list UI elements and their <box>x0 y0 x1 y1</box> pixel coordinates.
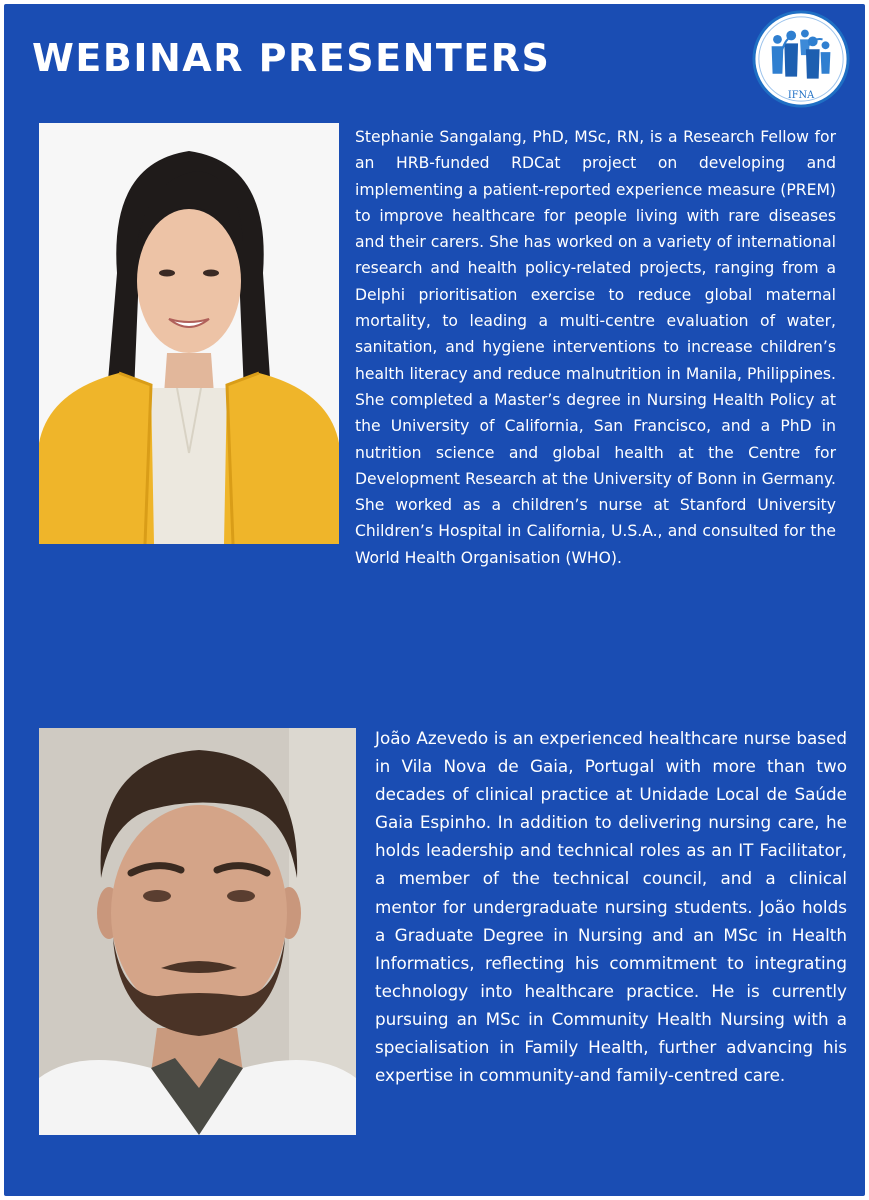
family-figures-logo-icon <box>752 10 850 108</box>
presenter-photo-icon <box>39 123 339 544</box>
presenter-bio-1: Stephanie Sangalang, PhD, MSc, RN, is a Research Fellow for an HRB-funded RDCat project on developing and implementing a patient-reported experience measure (PREM) to improve healthcare for people living with rare diseases and their carers. She has worked on a variety of international research and health policy-related projects, ranging from a Delphi prioritisation exercise to reduce global maternal mortality, to leading a multi-centre evaluation of water, sanitation, and hygiene interventions to increase children’s health literacy and reduce malnutrition in Manila, Philippines. She completed a Master’s degree in Nursing Health Policy at the University of California, San Francisco, and a PhD in nutrition science and global health at the Centre for Development Research at the University of Bonn in Germany. She worked as a children’s nurse at Stanford University Children’s Hospital in California, U.S.A., and consulted for the World Health Organisation (WHO). <box>355 128 836 567</box>
svg-text:IFNA: IFNA <box>787 90 815 102</box>
presenter-photo-icon <box>39 728 356 1135</box>
ifna-logo <box>752 10 850 108</box>
presenter-bio-2: João Azevedo is an experienced healthcare nurse based in Vila Nova de Gaia, Portugal with more than two decades of clinical practice at Unidade Local de Saúde Gaia Espinho. In addition to delivering nursing care, he holds leadership and technical roles as an IT Facilitator, a member of the technical council, and a clinical mentor for undergraduate nursing students. João holds a Graduate Degree in Nursing and an MSc in Health Informatics, reflecting his commitment to integrating technology into healthcare practice. He is currently pursuing an MSc in Community Health Nursing with a specialisation in Family Health, further advancing his expertise in community-and family-centred care. <box>375 728 847 1086</box>
page-title: WEBINAR PRESENTERS <box>32 36 551 80</box>
presenter-photo-2 <box>39 728 356 1135</box>
poster <box>4 4 865 1196</box>
presenter-photo-1 <box>39 123 339 544</box>
